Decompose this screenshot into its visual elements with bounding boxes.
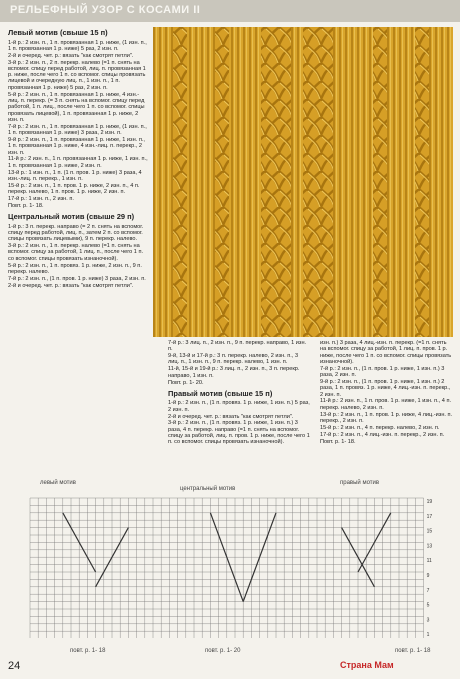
instruction-row: 7-й р.: 3 лиц. п., 2 изн. п., 9 п. перекр. направо, 1 изн. п. [168, 340, 307, 353]
watermark-text: Страна Мам [340, 660, 394, 670]
chart-grid [10, 478, 450, 638]
chart-right-label: правый мотив [340, 480, 380, 486]
instruction-row: 5-й р.: 2 изн. п., 1 п. провязанная 1 р. ниже, 4 изн.-лиц. п. перекр. (= 3 п. снять на вспомог. спицу перед работой, 1 п. лиц., после чего 1 п. со вспомог. спицы провязать лицевой), 1 п. провязанная 1 р. ниже, 2 изн. п. [8, 91, 145, 123]
left-column [8, 27, 148, 472]
repeat-center: повт. р. 1- 20 [205, 648, 241, 654]
instruction-row: 17-й р.: 1 изн. п., 2 изн. п. [8, 195, 74, 202]
chart-center-label: центральный мотив [180, 486, 236, 492]
header-bar [0, 0, 460, 22]
knitting-photo [153, 27, 453, 337]
instruction-row: 3-й р.: 2 изн. п., 1 п. перекр. налево (=1 п. снять на вспомог. спицу за работой, 1 лиц. п., после чего 1 п. со вспомог. спицы провязать изнаночной). [8, 243, 144, 262]
instruction-row: 1-й р.: 2 изн. п., (1 п. провяз. 1 р. ниже, 1 изн. п.) 5 раз, 2 изн. п. [168, 400, 310, 413]
chart-left-label: левый мотив [40, 480, 76, 486]
instruction-row: 7-й р.: 2 изн. п., (1 п. пров. 1 р. ниже) 3 раза, 2 изн. п. [8, 275, 146, 282]
instruction-row: 3-й р.: 2 изн. п., 2 п. перекр. налево (=1 п. снять на вспомог. спицу перед работой, лиц. п. провязанная 1 р. ниже, после чего 1 п. со вспомог. спицы провязать лицевой и очередную лиц. п., 1 изн. п., 1 п. провязанная 1 р. ниже) 5 раз, 2 изн. п. [8, 59, 146, 91]
repeat-right: повт. р. 1- 18 [395, 648, 431, 654]
middle-column [168, 340, 310, 473]
right-column [320, 340, 454, 473]
instruction-row: 5-й р.: 2 изн. п., 1 п. провяз. 1 р. ниже, 2 изн. п., 9 п. перекр. налево. [8, 262, 142, 275]
row-number: 3 [426, 617, 430, 624]
repeat-left: повт. р. 1- 18 [70, 648, 106, 654]
instruction-row: 15-й р.: 2 изн. п., 4 п. перекр. налево, 2 изн. п. [320, 424, 440, 431]
right-motif-continued [320, 340, 454, 445]
instruction-row: 7-й р.: 2 изн. п., (1 п. пров. 1 р. ниже, 1 изн. п.) 3 раза, 2 изн. п. [320, 365, 445, 379]
row-number: 15 [426, 528, 433, 535]
row-number: 5 [426, 602, 430, 609]
page-title: РЕЛЬЕФНЫЙ УЗОР С КОСАМИ II [10, 4, 201, 16]
row-number: 17 [426, 513, 433, 520]
instruction-row: 7-й р.: 2 изн. п., 1 п. провязанная 1 р. ниже, (1 изн. п., 1 п. провязанная 1 р. ниже) 3 раза, 2 изн. п. [8, 123, 147, 137]
cable-pattern-image [153, 27, 453, 337]
center-motif-instructions [8, 224, 148, 289]
instruction-row: 11-й, 15-й и 19-й р.: 3 лиц. п., 2 изн. п., 3 п. перекр. направо, 1 изн. п. [168, 366, 300, 379]
row-number: 9 [426, 573, 430, 579]
right-motif-heading: Правый мотив (свыше 15 п) [168, 388, 273, 398]
center-motif-continued [168, 340, 310, 386]
instruction-row: 13-й р.: 1 изн. п., 1 п. (1 п. пров. 1 р. ниже) 3 раза, 4 изн.-лиц. п. перекр., 1 изн. п. [8, 169, 142, 182]
instruction-row: 2-й и очеред. чет. р.: вязать "как смотрят петли". [8, 52, 134, 59]
instruction-row: 9-й р.: 2 изн. п., (1 п. пров. 1 р. ниже, 1 изн. п.) 2 раза, 1 п. провяз. 1 р. ниже, 4 лиц.-изн. п. перекр., 2 изн. п. [320, 378, 451, 398]
instruction-row: изн. п.) 3 раза, 4 лиц.-изн. п. перекр. (=1 п. снять на вспомог. спицу за работой, 1 лиц. п. пров. 1 р. ниже, после чего 1 п. со вспомог. спицы провязать изнаночной). [320, 340, 452, 365]
instruction-row: 3-й р.: 2 изн. п., (1 п. провяз. 1 р. ниже, 1 изн. п.) 3 раза, 4 п. перекр. направо (=1 п. снять на вспомог. спицу за работой, лиц. п. пров. 1 р. ниже, после чего 1 п. со вспомог. спицы провязать изнаночной). [168, 420, 310, 446]
instruction-row: 11-й р.: 2 изн. п., 1 п. пров. 1 р. ниже, 1 изн. п., 4 п. перекр. налево, 2 изн. п. [320, 398, 452, 411]
instruction-row: 17-й р.: 2 изн. п., 4 лиц.-изн. п. перекр., 2 изн. п. [320, 431, 445, 438]
instruction-row: 11-й р.: 2 изн. п., 1 п. провязанная 1 р. ниже, 1 изн. п., 1 п. провязанная 1 р. ниже, 2 изн. п. [8, 156, 148, 169]
row-number: 19 [426, 499, 433, 505]
row-number: 7 [426, 587, 430, 594]
left-motif-heading: Левый мотив (свыше 15 п) [8, 28, 108, 37]
instruction-row: 15-й р.: 2 изн. п., 1 п. пров. 1 р. ниже, 2 изн. п., 4 п. перекр. налево, 1 п. пров. 1 р. ниже, 2 изн. п. [8, 182, 140, 196]
instruction-row: Повт. р. 1- 18. [320, 438, 356, 445]
instruction-row: 9-й, 13-й и 17-й р.: 3 п. перекр. налево, 2 изн. п., 3 лиц. п., 1 изн. п., 9 п. перекр. налево, 1 изн. п. [168, 353, 299, 366]
instruction-row: 1-й р.: 3 п. перекр. направо (= 2 п. снять на вспомог. спицу перед работой, лиц. п., затем 2 п. со вспомог. спицы провязать лицевыми), 9 п. перекр. налево. [8, 223, 144, 243]
instruction-row: Повт. р. 1- 18. [8, 202, 44, 209]
right-motif-instructions [168, 400, 310, 445]
instruction-row: 2-й и очеред. чет. р.: вязать "как смотрят петли". [168, 413, 294, 420]
instruction-row: 13-й р.: 2 изн. п., 1 п. пров. 1 р. ниже, 4 лиц.-изн. п. перекр., 2 изн. п. [320, 411, 453, 424]
left-motif-instructions [8, 40, 148, 210]
row-number: 11 [426, 558, 432, 565]
instruction-row: Повт. р. 1- 20. [168, 379, 204, 386]
row-number: 1 [426, 632, 430, 638]
knitting-chart [10, 478, 450, 638]
page-number: 24 [8, 660, 21, 672]
instruction-row: 1-й р.: 2 изн. п., 1 п. провязанная 1 р. ниже, (1 изн. п., 1 п. провязанная 1 р. ниже) 5 раз, 2 изн. п. [8, 39, 147, 52]
center-motif-heading: Центральный мотив (свыше 29 п) [8, 212, 135, 222]
row-number: 13 [426, 543, 433, 550]
instruction-row: 9-й р.: 2 изн. п., 1 п. провязанная 1 р. ниже, 1 изн. п., 1 п. провязанная 1 р. ниже, 4 изн.-лиц. п. перекр., 2 изн. п. [8, 136, 145, 156]
instruction-row: 2-й и очеред. чет. р.: вязать "как смотрят петли". [8, 282, 134, 289]
